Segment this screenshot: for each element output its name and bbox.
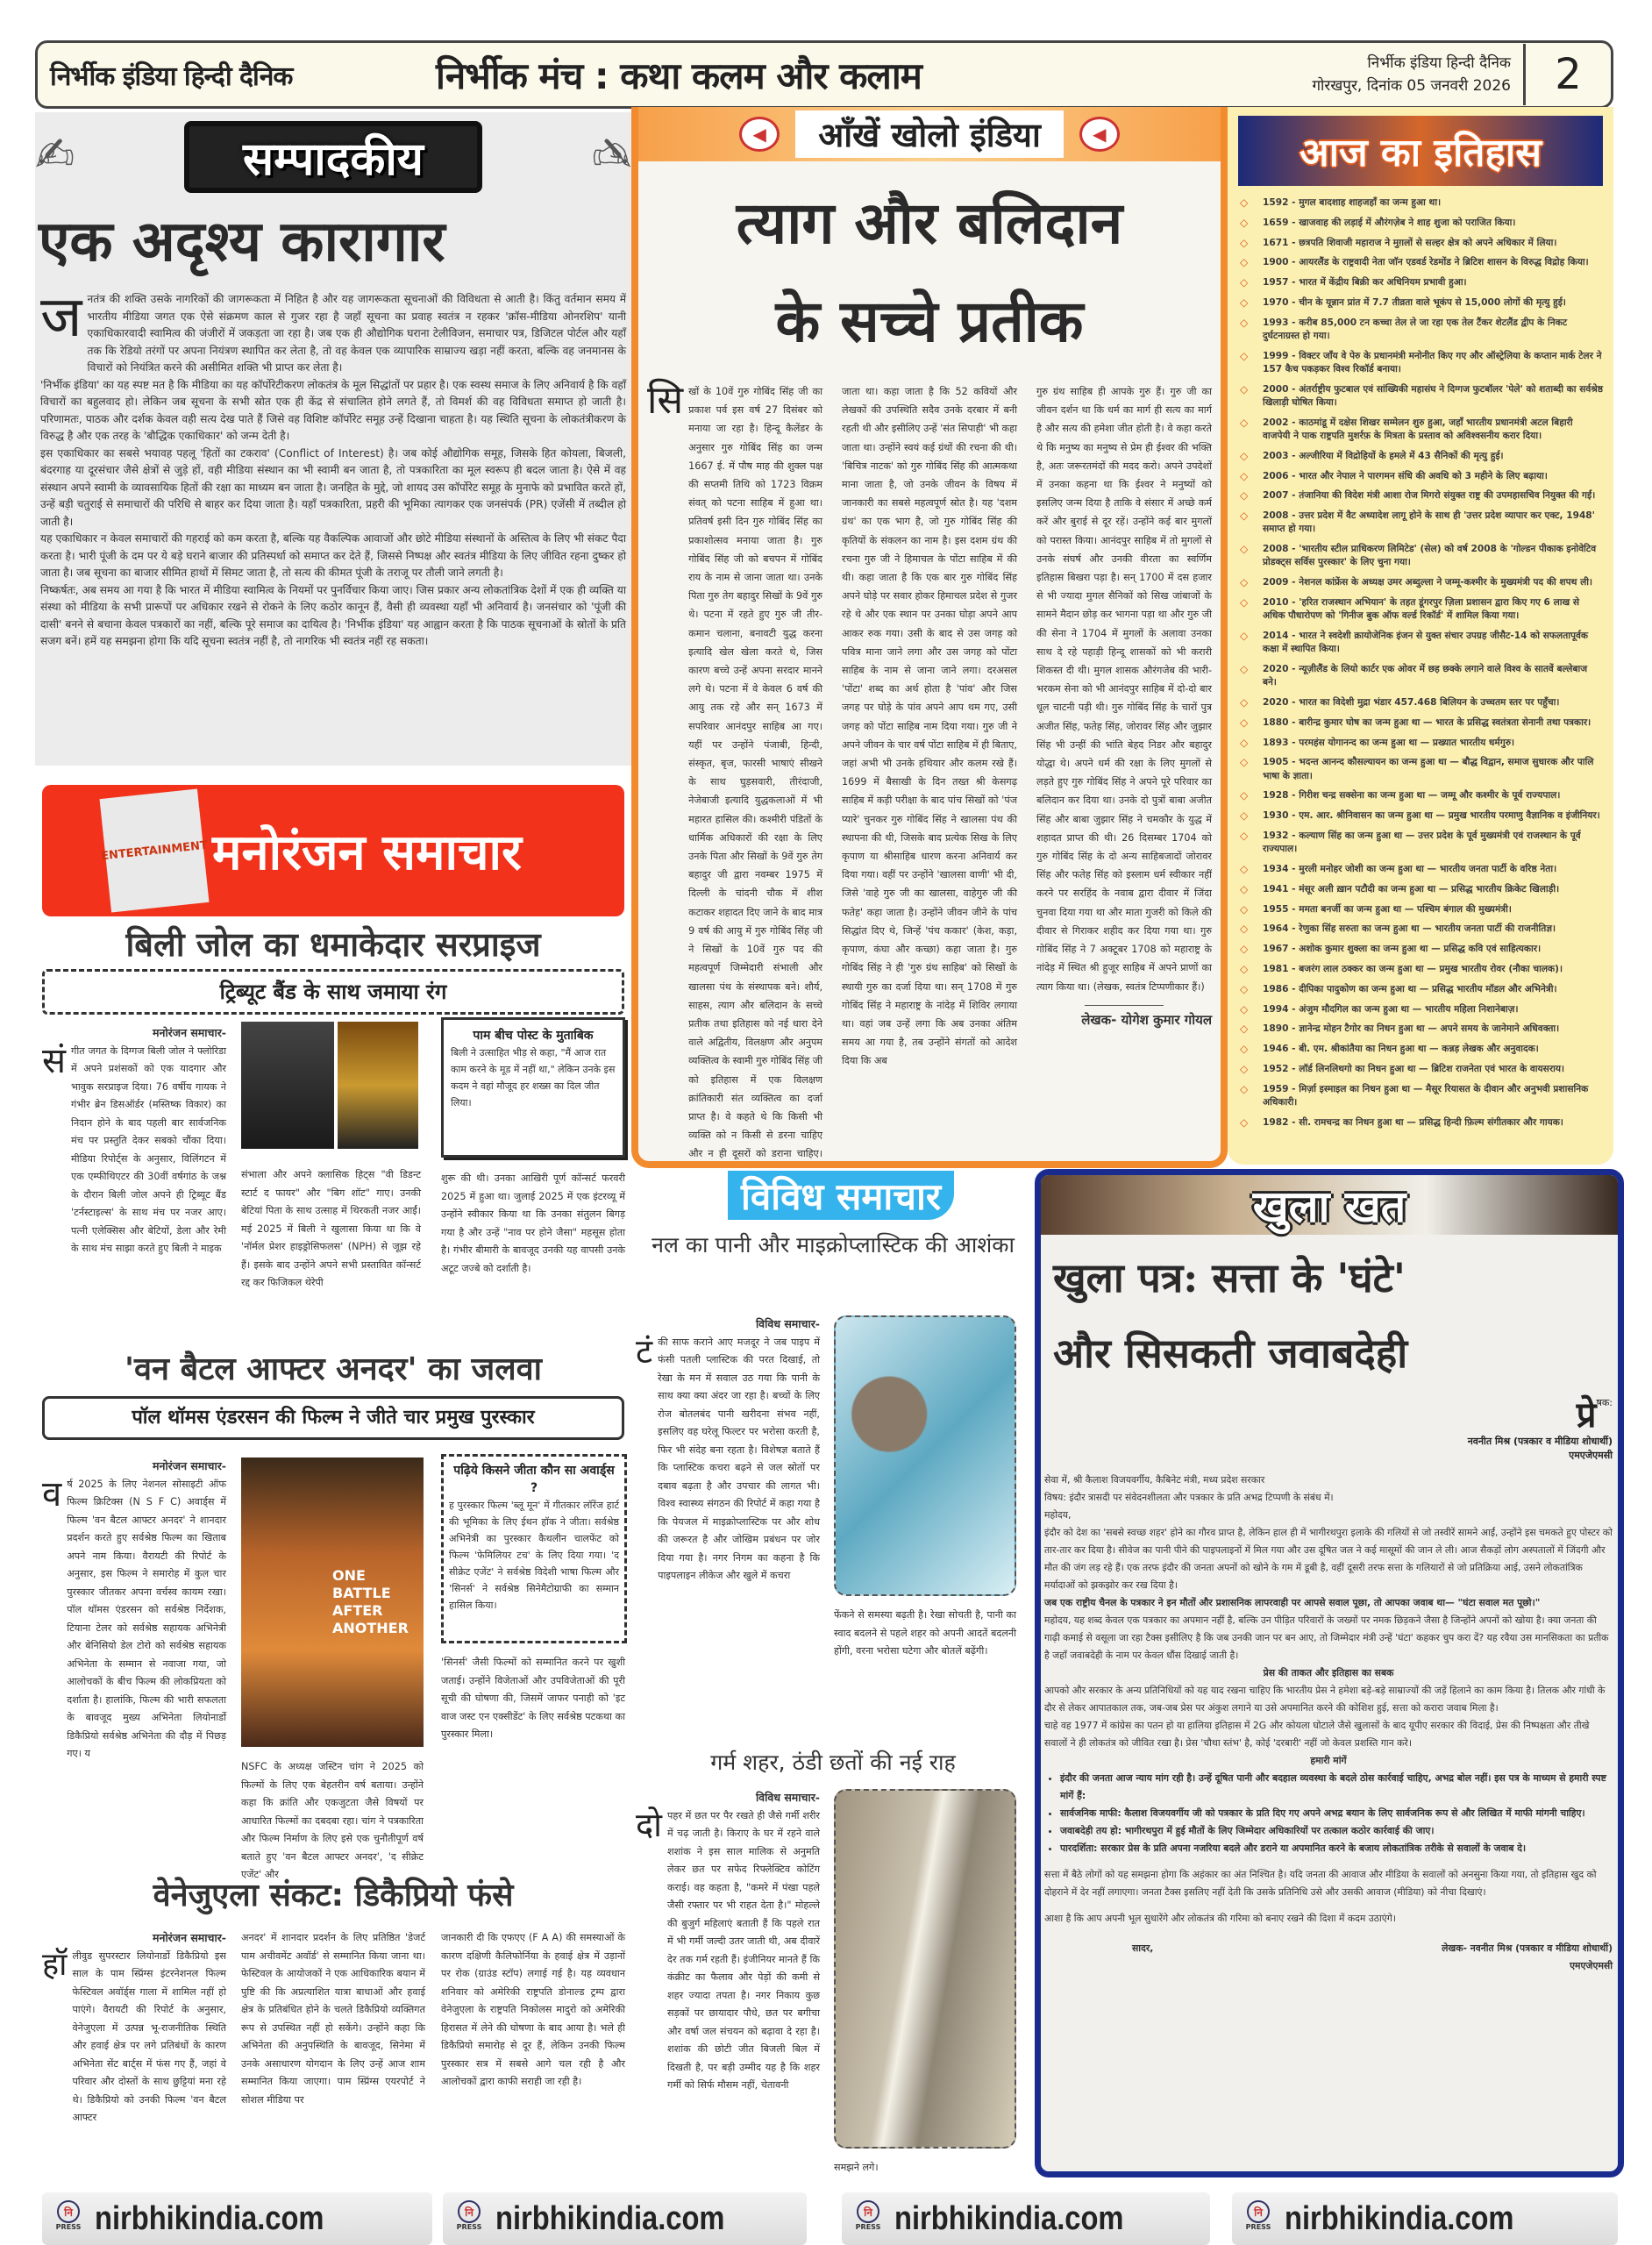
sender-org: एमएजेएमसी bbox=[1569, 1450, 1613, 1461]
history-text: 1928 - गिरीश चन्द्र सक्सेना का जन्म हुआ था — जम्मू और कश्मीर के पूर्व राज्यपाल। bbox=[1263, 790, 1561, 802]
history-text: 1890 - ज्ञानेन्द्र मोहन टैगोर का निधन हुआ था — अपने समय के जानेमाने अधिवक्ता। bbox=[1263, 1023, 1560, 1035]
website-link[interactable]: nirbhikindia.com bbox=[495, 2199, 725, 2237]
dropcap: सि bbox=[647, 378, 684, 423]
diamond-bullet-icon: ◇ bbox=[1240, 943, 1249, 956]
water-image bbox=[834, 1315, 1016, 1596]
diamond-bullet-icon: ◇ bbox=[1240, 902, 1249, 916]
billy-photo-1 bbox=[241, 1022, 334, 1149]
history-text: 2002 - काठमांडू में दक्षेस शिखर सम्मेलन शुरु हुआ, जहाँ भारतीय प्रधानमंत्री अटल बिहारी वाजपेयी ने पाक राष्ट्रपति मुशर्रफ़ के मित्रता के प्रस्ताव को अविश्वसनीय करार दिया। bbox=[1263, 417, 1573, 441]
khula-khat-section bbox=[1035, 1169, 1624, 2177]
website-link[interactable]: nirbhikindia.com bbox=[894, 2199, 1124, 2237]
writing-hand-icon: ✍ bbox=[35, 126, 75, 182]
logo-glyph: नि bbox=[57, 2200, 80, 2223]
diamond-bullet-icon: ◇ bbox=[1240, 695, 1249, 709]
history-item bbox=[1240, 383, 1603, 410]
history-item bbox=[1240, 963, 1603, 976]
history-item bbox=[1240, 489, 1603, 502]
sidebox-title: पढ़िये किसने जीता कौन सा अवार्ड्स ? bbox=[453, 1464, 615, 1495]
history-text: 2007 - तंजानिया की विदेश मंत्री आशा रोज मिगरो संयुक्त राष्ट्र की उपमहासचिव नियुक्त की गईं। bbox=[1263, 490, 1596, 502]
billy-subhead: ट्रिब्यूट बैंड के साथ जमाया रंग bbox=[42, 969, 624, 1015]
column-text: जाता था। कहा जाता है कि 52 कवियों और लेखकों की उपस्थिति सदैव उनके दरबार में बनी रहती थी और इसीलिए उन्हें 'संत सिपाही' भी कहा जाता था। उन्होंने स्वयं कई ग्रंथों की रचना की थी। 'बिचित्र नाटक' को गुरु गोबिंद सिंह की आत्मकथा माना जाता है, जो उनके जीवन के विषय में जानकारी का सबसे महत्वपूर्ण स्रोत है। यह 'दशम ग्रंथ' का एक भाग है, जो गुरु गोबिंद सिंह की कृतियों के संकलन का नाम है। इस दशम ग्रंथ की रचना गुरु जी ने हिमाचल के पोंटा साहिब में की थी। कहा जाता है कि एक बार गुरु गोबिंद सिंह अपने घोड़े पर सवार होकर हिमाचल प्रदेश से गुजर रहे थे और एक स्थान पर उनका घोड़ा अपने आप आकर रुक गया। उसी के बाद से उस जगह को पवित्र माना जाने लगा और उस जगह को पोंटा साहिब के नाम से जाना जाने लगा। दरअसल 'पोंटा' शब्द का अर्थ होता है 'पांव' और जिस जगह पर घोड़े के पांव अपने आप थम गए, उसी जगह को पोंटा साहिब नाम दिया गया। गुरु जी ने अपने जीवन के चार वर्ष पोंटा साहिब में ही बिताए, जहां अभी भी उनके हथियार और कलम रखे हैं। 1699 में बैसाखी के दिन तख्त श्री केसगढ़ साहिब में कड़ी परीक्षा के बाद पांच सिखों को 'पंज प्यारे' चुनकर गुरु गोबिंद सिंह ने खालसा पंथ की स्थापना की थी, जिसके बाद प्रत्येक सिख के लिए कृपाण या श्रीसाहिब धारण करना अनिवार्य कर दिया गया। वहीं पर उन्होंने 'खालसा वाणी' भी दी, जिसे 'वाहे गुरु जी का खालसा, वाहेगुरु जी की फतेह' कहा जाता है। उन्होंने जीवन जीने के पांच सिद्धांत दिए थे, जिन्हें 'पंच ककार' (केश, कड़ा, कृपाण, कंघा और कच्छा) कहा जाता है। गुरु गोबिंद सिंह ने ही 'गुरु ग्रंथ साहिब' को सिखों के स्थायी गुरु का दर्जा दिया था। सन् 1708 में गुरु गोबिंद सिंह ने महाराष्ट्र के नांदेड़ में शिविर लगाया था। वहां जब उन्हें लगा कि अब उनका अंतिम समय आ गया है, तब उन्होंने संगतों को आदेश दिया कि अब bbox=[842, 386, 1017, 1067]
editorial-body bbox=[35, 284, 631, 651]
roof-body-2: समझने लगे। bbox=[834, 2162, 879, 2173]
aankhen-banner bbox=[638, 107, 1221, 161]
diamond-bullet-icon: ◇ bbox=[1240, 923, 1249, 936]
diamond-bullet-icon: ◇ bbox=[1240, 236, 1249, 249]
footer-strip bbox=[42, 2192, 432, 2245]
history-item bbox=[1240, 883, 1603, 896]
history-item bbox=[1240, 276, 1603, 289]
history-section bbox=[1228, 107, 1613, 1165]
website-link[interactable]: nirbhikindia.com bbox=[1285, 2199, 1514, 2237]
diamond-bullet-icon: ◇ bbox=[1240, 316, 1249, 329]
diamond-bullet-icon: ◇ bbox=[1240, 1115, 1249, 1129]
paragraph: निष्कर्षतः, अब समय आ गया है कि भारत में मीडिया स्वामित्व के नियमों पर पुनर्विचार किया जाए। जिस प्रकार अन्य लोकतांत्रिक देशों में एक ही व्यक्ति या संस्था को मीडिया के सभी प्रारूपों पर अधिकार रखने से रोकने के लिए कठोर कानून हैं, वैसी ही व्यवस्था यहाँ भी अनिवार्य है। जनसंचार को 'पूंजी की दासी' बनने से बचाना केवल पत्रकारों का नहीं, बल्कि पूरे समाज का दायित्व है। 'निर्भीक इंडिया' यह आह्वान करता है कि पाठक सूचनाओं के स्रोतों के प्रति सजग बनें। हमें यह समझना होगा कि यदि सूचना स्वतंत्र नहीं है, तो नागरिक भी स्वतंत्र नहीं रह सकता। bbox=[40, 583, 626, 647]
demand-item: • इंदौर की जनता आज न्याय मांग रही है। उन्हें दूषित पानी और बदहाल व्यवस्था के बदले ठोस कार्रवाई चाहिए, अभद्र बोल नहीं। इस पत्र के माध्यम से हमारी स्पष्ट मांगें हैं: bbox=[1060, 1770, 1613, 1805]
press-logo-icon bbox=[854, 2200, 882, 2237]
history-item bbox=[1240, 756, 1603, 782]
masthead-title: निर्भीक मंच : कथा कलम और कलाम bbox=[436, 53, 922, 97]
masthead bbox=[35, 40, 1613, 109]
entertainment-title: मनोरंजन समाचार bbox=[212, 824, 522, 881]
letter-headline-2: और सिसकती जवाबदेही bbox=[1053, 1329, 1408, 1377]
aankhen-headline-1: त्याग और बलिदान bbox=[736, 189, 1123, 257]
diamond-bullet-icon: ◇ bbox=[1240, 543, 1249, 556]
billy-col2: संभाला और अपने क्लासिक हिट्स "वी डिडन्ट स्टार्ट द फायर" और "बिग शॉट" गाए। उनकी बेटियां पिता के साथ उत्साह में थिरकती नजर आईं। मई 2025 में बिली ने खुलासा किया था कि वे 'नॉर्मल प्रेशर हाइड्रोसिफलस' (NPH) से जूझ रहे हैं। इसके बाद उन्होंने अपने सभी प्रस्तावित कॉन्सर्ट रद्द कर फिजिकल थेरेपी bbox=[241, 1169, 421, 1288]
movie-poster bbox=[241, 1457, 424, 1747]
obaa-col3: 'सिनर्स' जैसी फिल्मों को सम्मानित करने पर खुशी जताई। उन्होंने विजेताओं और उपविजेताओं की पूरी सूची की घोषणा की, जिसमें जाफर पनाही को 'इट वाज जस्ट एन एक्सीडेंट' के लिए सर्वश्रेष्ठ पटकथा का पुरस्कार मिला। bbox=[441, 1657, 625, 1740]
dropcap: टं bbox=[636, 1331, 653, 1371]
history-text: 1930 - एम. आर. श्रीनिवासन का जन्म हुआ था — प्रमुख भारतीय परमाणु वैज्ञानिक व इंजीनियर। bbox=[1263, 810, 1600, 822]
history-list bbox=[1228, 186, 1613, 1130]
masthead-paper: निर्भीक इंडिया हिन्दी दैनिक bbox=[1367, 54, 1511, 72]
diamond-bullet-icon: ◇ bbox=[1240, 276, 1249, 289]
history-item bbox=[1240, 1003, 1603, 1016]
aankhen-kholo-section bbox=[631, 107, 1228, 1168]
history-item bbox=[1240, 237, 1603, 250]
history-text: 1592 - मुगल बादशाह शाहजहाँ का जन्म हुआ था। bbox=[1263, 197, 1442, 208]
diamond-bullet-icon: ◇ bbox=[1240, 510, 1249, 523]
history-text: 2020 - भारत का विदेशी मुद्रा भंडार 457.468 बिलियन के उच्चतम स्तर पर पहुँचा। bbox=[1263, 696, 1560, 708]
column-text: की साफ कराने आए मजदूर ने जब पाइप में फंसी पतली प्लास्टिक की परत दिखाई, तो रेखा के मन में सवाल उठ गया कि पानी के साथ क्या क्या अंदर जा रहा है। बच्चों के लिए रोज बोतलबंद पानी खरीदना संभव नहीं, इसलिए वह घरेलू फिल्टर पर भरोसा करती है, फिर भी संदेह बना रहता है। विशेषज्ञ बताते हैं कि प्लास्टिक कचरा बढ़ने से जल स्रोतों पर दबाव बढ़ता है और उपचार की लागत भी। विश्व स्वास्थ्य संगठन की रिपोर्ट में कहा गया है कि पेयजल में माइक्रोप्लास्टिक पर और शोध की जरूरत है और जोखिम प्रबंधन पर जोर दिया गया है। नगर निगम का कहना है कि पाइपलाइन लीकेज और खुले में कचरा bbox=[658, 1336, 820, 1581]
history-item bbox=[1240, 1083, 1603, 1109]
history-text: 1967 - अशोक कुमार शुक्ला का जन्म हुआ था — प्रसिद्ध कवि एवं साहित्यकार। bbox=[1263, 944, 1542, 955]
press-logo-icon bbox=[455, 2200, 483, 2237]
aankhen-body bbox=[638, 378, 1221, 1168]
diamond-bullet-icon: ◇ bbox=[1240, 736, 1249, 749]
history-item bbox=[1240, 1043, 1603, 1056]
column-text: गुरु ग्रंथ साहिब ही आपके गुरु हैं। गुरु जी का जीवन दर्शन था कि धर्म का मार्ग ही सत्य का मार्ग है और सत्य की हमेशा जीत होती है। वे कहा करते थे कि मनुष्य का मनुष्य से प्रेम ही ईश्वर की भक्ति है, अतः जरूरतमंदों की मदद करो। अपने उपदेशों में उनका कहना था कि ईश्वर ने मनुष्यों को इसलिए जन्म दिया है ताकि वे संसार में अच्छे कर्म करें और बुराई से दूर रहें। उन्होंने कई बार मुगलों को परास्त किया। आनंदपुर साहिब में तो मुगलों से उनके संघर्ष और उनकी वीरता का स्वर्णिम इतिहास बिखरा पड़ा है। सन् 1700 में दस हजार से भी ज्यादा मुगल सैनिकों को सिख जांबाजों के सामने मैदान छोड़ कर भागना पड़ा था और गुरु जी की सेना ने 1704 में मुगलों के अलावा उनका साथ दे रहे पहाड़ी हिन्दू शासकों को भी करारी शिकस्त दी थी। मुगल शासक औरंगजेब की भारी-भरकम सेना को भी आनंदपुर साहिब में दो-दो बार धूल चाटनी पड़ी थी। गुरु गोबिंद सिंह के चारों पुत्र अजीत सिंह, फतेह सिंह, जोरावर सिंह और जुझार सिंह भी उन्हीं की भांति बेहद निडर और बहादुर योद्धा थे। अपने धर्म की रक्षा के लिए मुगलों से लड़ते हुए गुरु गोबिंद सिंह ने अपने पूरे परिवार का बलिदान कर दिया था। उनके दो पुत्रों बाबा अजीत सिंह और बाबा जुझार सिंह ने चमकौर के युद्ध में शहादत प्राप्त की थी। 26 दिसम्बर 1704 को गुरु गोबिंद सिंह के दो अन्य साहिबजादों जोरावर सिंह और फतेह सिंह को इस्लाम धर्म स्वीकार नहीं करने पर सरहिंद के नवाब द्वारा दीवार में जिंदा चुनवा दिया गया था और माता गुजरी को किले की दीवार से गिराकर शहीद कर दिया गया था। गुरु गोबिंद सिंह ने 7 अक्टूबर 1708 को महाराष्ट्र के नांदेड़ में स्थित श्री हुजूर साहिब में अपने प्राणों का त्याग किया था। (लेखक, स्वतंत्र टिप्पणीकार हैं।) bbox=[1036, 386, 1212, 993]
history-item bbox=[1240, 256, 1603, 269]
venezuela-headline: वेनेजुएला संकट: डिकैप्रियो फंसे bbox=[153, 1878, 514, 1914]
megaphone-icon: ◀ bbox=[1079, 117, 1120, 152]
diamond-bullet-icon: ◇ bbox=[1240, 382, 1249, 396]
website-link[interactable]: nirbhikindia.com bbox=[95, 2199, 324, 2237]
sidebox-text: ह पुरस्कार फिल्म 'ब्लू मून' में गीतकार लॉरेंज हार्ट की भूमिका के लिए ईथन हॉक ने जीता। सर्वश्रेष्ठ अभिनेत्री का पुरस्कार कैथलीन चालफेंट को फिल्म 'फेमिलियर टच' के लिए दिया गया। 'द सीक्रेट एजेंट' ने सर्वश्रेष्ठ विदेशी भाषा फिल्म और 'सिनर्स' ने सर्वश्रेष्ठ सिनेमैटोग्राफी का सम्मान हासिल किया। bbox=[449, 1500, 619, 1611]
column-text: खों के 10वें गुरु गोबिंद सिंह जी का प्रकाश पर्व इस वर्ष 27 दिसंबर को मनाया जा रहा है। हिन्दू कैलेंडर के अनुसार गुरु गोबिंद सिंह का जन्म 1667 ई. में पौष माह की शुक्ल पक्ष की सप्तमी तिथि को 1723 विक्रम संवत् को पटना साहिब में हुआ था। प्रतिवर्ष इसी दिन गुरु गोबिंद सिंह का प्रकाशोत्सव मनाया जाता है। गुरु गोबिंद सिंह जी को बचपन में गोबिंद राय के नाम से जाना जाता था। उनके पिता गुरु तेग बहादुर सिखों के 9वें गुरु थे। पटना में रहते हुए गुरु जी तीर-कमान चलाना, बनावटी युद्ध करना इत्यादि खेल खेला करते थे, जिस कारण बच्चे उन्हें अपना सरदार मानने लगे थे। पटना में वे केवल 6 वर्ष की आयु तक रहे और सन् 1673 में सपरिवार आनंदपुर साहिब आ गए। यहीं पर उन्होंने पंजाबी, हिन्दी, संस्कृत, बृज, फारसी भाषाएं सीखने के साथ घुड़सवारी, तीरंदाजी, नेजेबाजी इत्यादि युद्धकलाओं में भी महारत हासिल की। कश्मीरी पंडितों के धार्मिक अधिकारों की रक्षा के लिए उनके पिता और सिखों के 9वें गुरु तेग बहादुर जी द्वारा नवम्बर 1975 में दिल्ली के चांदनी चौक में शीश कटाकर शहादत दिए जाने के बाद मात्र 9 वर्ष की आयु में गुरु गोबिंद सिंह जी ने सिखों के 10वें गुरु पद की महत्वपूर्ण जिम्मेदारी संभाली और खालसा पंथ के संस्थापक बने। शौर्य, साहस, त्याग और बलिदान के सच्चे प्रतीक तथा इतिहास को नई धारा देने वाले अद्वितीय, विलक्षण और अनुपम व्यक्तित्व के स्वामी गुरु गोबिंद सिंह जी को इतिहास में एक विलक्षण क्रांतिकारी संत व्यक्तित्व का दर्जा प्राप्त है। वे कहते थे कि किसी भी व्यक्ति को न किसी से डरना चाहिए और न ही दूसरों को डराना चाहिए। bbox=[688, 386, 822, 1160]
history-text: 1880 - बारीन्द्र कुमार घोष का जन्म हुआ था — भारत के प्रसिद्ध स्वतंत्रता सेनानी तथा पत्रकार। bbox=[1263, 716, 1591, 728]
history-text: 1946 - बी. एम. श्रीकांतैया का निधन हुआ था — कन्नड़ लेखक और अनुवादक। bbox=[1263, 1044, 1539, 1055]
history-item bbox=[1240, 830, 1603, 856]
aankhen-headline-2: के सच्चे प्रतीक bbox=[775, 287, 1084, 355]
history-text: 1952 - लॉर्ड लिनलिथगो का निधन हुआ था — ब्रिटिश राजनेता एवं भारत के वायसराय। bbox=[1263, 1063, 1565, 1074]
history-item bbox=[1240, 296, 1603, 310]
letter-headline-1: खुला पत्र: सत्ता के 'घंटे' bbox=[1053, 1254, 1406, 1301]
history-text: 2000 - अंतर्राष्ट्रीय फुटबाल एवं सांख्यिकी महासंघ ने दिग्गज फुटबॉलर 'पेले' को शताब्दी का सर्वश्रेष्ठ खिलाड़ी घोषित किया। bbox=[1263, 383, 1604, 408]
logo-label: PRESS bbox=[1245, 2223, 1271, 2231]
sender-label: षक: bbox=[1596, 1397, 1613, 1408]
letter-subheading: हमारी मांगें bbox=[1310, 1755, 1347, 1766]
logo-glyph: नि bbox=[857, 2200, 879, 2223]
history-item bbox=[1240, 983, 1603, 996]
history-text: 1957 - भारत में केंद्रीय बिक्री कर अधिनियम प्रभावी हुआ। bbox=[1263, 277, 1467, 289]
sender-block bbox=[1041, 1396, 1618, 1463]
demand-item: • जवाबदेही तय हो: भागीरथपुरा में हुई मौतों के लिए जिम्मेदार अधिकारियों पर तत्काल कठोर कार्रवाई की जाए। bbox=[1060, 1822, 1613, 1840]
roof-image bbox=[834, 1789, 1016, 2149]
sender-name: नवनीत मिश्र (पत्रकार व मीडिया शोधार्थी) bbox=[1467, 1436, 1613, 1447]
dropcap: दो bbox=[636, 1805, 663, 1844]
history-text: 1970 - चीन के यून्नान प्रांत में 7.7 तीव्रता वाले भूकंप से 15,000 लोगों की मृत्यु हुई। bbox=[1263, 296, 1566, 308]
history-text: 1955 - ममता बनर्जी का जन्म हुआ था — पश्चिम बंगाल की मुख्यमंत्री। bbox=[1263, 903, 1512, 915]
letter-to: सेवा में, श्री कैलाश विजयवर्गीय, कैबिनेट मंत्री, मध्य प्रदेश सरकार bbox=[1044, 1474, 1265, 1486]
diamond-bullet-icon: ◇ bbox=[1240, 469, 1249, 482]
history-text: 1893 - परमहंस योगानन्द का जन्म हुआ था — प्रख्यात भारतीय धर्मगुरु। bbox=[1263, 737, 1515, 748]
roof-body bbox=[636, 1789, 820, 2095]
column-text: र्ष 2025 के लिए नेशनल सोसाइटी ऑफ फिल्म क्रिटिक्स (N S F C) अवार्ड्स में फिल्म 'वन बैटल आफ्टर अनदर' ने शानदार प्रदर्शन करते हुए सर्वश्रेष्ठ फिल्म का खिताब अपने नाम किया। वैरायटी की रिपोर्ट के अनुसार, इस फिल्म ने समारोह में कुल चार पुरस्कार जीतकर अपना वर्चस्व कायम रखा। पॉल थॉमस एंडरसन को सर्वश्रेष्ठ निर्देशक, टियाना टेलर को सर्वश्रेष्ठ सहायक अभिनेत्री और बेनिसियो डेल टोरो को सर्वश्रेष्ठ सहायक अभिनेता के सम्मान से नवाजा गया, जो आलोचकों के बीच फिल्म की लोकप्रियता को दर्शाता है। हालांकि, फिल्म की भारी सफलता के बावजूद मुख्य अभिनेता लियोनार्डो डिकैप्रियो सर्वश्रेष्ठ अभिनेता की दौड़ में पिछड़ गए। य bbox=[67, 1478, 226, 1759]
dropcap: हॉ bbox=[42, 1946, 68, 1983]
logo-label: PRESS bbox=[855, 2223, 881, 2231]
history-text: 1981 - बजरंग लाल ठक्कर का जन्म हुआ था — प्रमुख भारतीय रोवर (नौका चालक)। bbox=[1263, 963, 1563, 974]
letter-salutation: महोदय, bbox=[1044, 1509, 1072, 1521]
history-banner: आज का इतिहास bbox=[1238, 116, 1603, 186]
history-text: 1900 - आयरलैंड के राष्ट्रवादी नेता जाॅन एडवर्ड रेडमोंड ने ब्रिटिश शासन के विरुद्ध विद्रोह किया। bbox=[1263, 257, 1589, 268]
history-item bbox=[1240, 196, 1603, 210]
dateline: मनोरंजन समाचार- bbox=[153, 1026, 226, 1039]
roof-headline: गर्म शहर, ठंडी छतों की नई राह bbox=[710, 1750, 956, 1775]
paragraph: आपको और सरकार के अन्य प्रतिनिधियों को यह याद रखना चाहिए कि भारतीय प्रेस ने हमेशा बड़े-बड़े साम्राज्यों की जड़ें हिलाने का काम किया है। तिलक और गांधी के दौर से लेकर आपातकाल तक, जब-जब प्रेस पर अंकुश लगाने या उसे अपमानित करने की कोशिश हुई, सत्ता को करारा जवाब मिला है। bbox=[1044, 1685, 1606, 1714]
history-item bbox=[1240, 350, 1603, 376]
history-item bbox=[1240, 696, 1603, 709]
billy-col3: शुरू की थी। उनका आखिरी पूर्ण कॉन्सर्ट फरवरी 2025 में हुआ था। जुलाई 2025 में एक इंटरव्यू में उन्होंने स्वीकार किया था कि उनका संतुलन बिगड़ गया है और उन्हें "नाव पर होने जैसा" महसूस होता है। गंभीर बीमारी के बावजूद उनकी यह वापसी उनके अटूट जज्बे को दर्शाती है। bbox=[441, 1172, 625, 1274]
sidebox-text: बिली ने उत्साहित भीड़ से कहा, "मैं आज रात काम करने के मूड में नहीं था," लेकिन उनके इस कदम ने वहां मौजूद हर शख्स का दिल जीत लिया। bbox=[451, 1047, 616, 1108]
history-item bbox=[1240, 450, 1603, 463]
history-item bbox=[1240, 630, 1603, 656]
signature: लेखक- नवनीत मिश्र (पत्रकार व मीडिया शोधार्थी) bbox=[1442, 1942, 1613, 1954]
history-text: 1964 - रेणुका सिंह सरुता का जन्म हुआ था — भारतीय जनता पार्टी की राजनीतिज्ञ। bbox=[1263, 923, 1556, 935]
history-item bbox=[1240, 1063, 1603, 1076]
history-item bbox=[1240, 317, 1603, 343]
history-item bbox=[1240, 543, 1603, 569]
dropcap: व bbox=[42, 1473, 62, 1514]
logo-label: PRESS bbox=[456, 2223, 482, 2231]
water-body-2: फेंकने से समस्या बढ़ती है। रेखा सोचती है, पानी का स्वाद बदलने से पहले शहर को अपनी आदतें बदलनी होंगी, वरना भरोसा घटेगा और बोतलें बढ़ेंगी। bbox=[834, 1609, 1016, 1657]
history-text: 1905 - भदन्त आनन्द कौसल्यायन का जन्म हुआ था — बौद्ध विद्वान, समाज सुधारक और पालि भाषा के ज्ञाता। bbox=[1263, 757, 1594, 781]
history-text: 2003 - अल्जीरिया में विद्रोहियों के हमले में 43 सैनिकों की मृत्यु हुई। bbox=[1263, 450, 1504, 461]
diamond-bullet-icon: ◇ bbox=[1240, 449, 1249, 462]
obaa-subhead: पॉल थॉमस एंडरसन की फिल्म ने जीते चार प्रमुख पुरस्कार bbox=[42, 1396, 624, 1440]
aankhen-title: आँखें खोलो इंडिया bbox=[795, 110, 1064, 158]
history-item bbox=[1240, 863, 1603, 876]
letter-subject: विषय: इंदौर त्रासदी पर संवेदनशीलता और पत्रकार के प्रति अभद्र टिप्पणी के संबंध में। bbox=[1044, 1492, 1334, 1503]
diamond-bullet-icon: ◇ bbox=[1240, 256, 1249, 269]
dateline: मनोरंजन समाचार- bbox=[153, 1459, 226, 1472]
diamond-bullet-icon: ◇ bbox=[1240, 962, 1249, 975]
paragraph: महोदय, यह शब्द केवल एक पत्रकार का अपमान नहीं है, बल्कि उन पीड़ित परिवारों के जख्मों पर नमक छिड़कने जैसा है जिन्होंने अपनों को खोया है। क्या जनता की गाढ़ी कमाई से वसूला जा रहा टैक्स इसीलिए है कि जब उनकी जान पर बन आए, तो जिम्मेदार मंत्री उन्हें 'घंटा' कहकर चुप करा दें? यह रवैया उस मानसिकता का प्रतीक है जहाँ जवाबदेही के नाम पर केवल धौंस दिखाई जाती है। bbox=[1044, 1614, 1609, 1661]
column-text: लीवुड सुपरस्टार लियोनार्डो डिकैप्रियो इस साल के पाम स्प्रिंग्स इंटरनेशनल फिल्म फेस्टिवल अवॉर्ड्स गाला में शामिल नहीं हो पाएंगे। वैरायटी की रिपोर्ट के अनुसार, वेनेजुएला में उत्पन्न भू-राजनीतिक स्थिति और हवाई क्षेत्र पर लगे प्रतिबंधों के कारण अभिनेता सेंट बार्ट्स में फंस गए हैं, जहां वे परिवार और दोस्तों के साथ छुट्टियां मना रहे थे। डिकैप्रियो को उनकी फिल्म 'वन बैटल आफ्टर bbox=[72, 1949, 226, 2123]
letter-subheading: प्रेस की ताकत और इतिहास का सबक bbox=[1263, 1667, 1394, 1678]
history-text: 1993 - करीब 85,000 टन कच्चा तेल ले जा रहा एक तेल टैंकर शेटलैंड द्वीप के निकट दुर्घटनाग्रस्त हो गया। bbox=[1263, 317, 1568, 341]
history-item bbox=[1240, 1023, 1603, 1036]
history-text: 1986 - दीपिका पादुकोण का जन्म हुआ था — प्रसिद्ध भारतीय मॉडल और अभिनेत्री। bbox=[1263, 983, 1557, 994]
history-text: 2014 - भारत ने स्वदेशी क्रायोजेनिक इंजन से युक्त संचार उपग्रह जीसैट-14 को सफलतापूर्वक कक्षा में स्थापित किया। bbox=[1263, 630, 1589, 655]
diamond-bullet-icon: ◇ bbox=[1240, 296, 1249, 309]
demand-item: • सार्वजनिक माफी: कैलाश विजयवर्गीय जी को पत्रकार के प्रति दिए गए अपने अभद्र बयान के लिए सार्वजनिक रूप से और लिखित में माफी मांगनी चाहिए। bbox=[1060, 1805, 1613, 1822]
diamond-bullet-icon: ◇ bbox=[1240, 1062, 1249, 1075]
history-item bbox=[1240, 737, 1603, 750]
entertainment-banner bbox=[42, 785, 624, 916]
dateline: मनोरंजन समाचार- bbox=[153, 1931, 226, 1944]
diamond-bullet-icon: ◇ bbox=[1240, 789, 1249, 802]
venezuela-col1 bbox=[42, 1929, 226, 2127]
column-text: गीत जगत के दिग्गज बिली जोल ने फ्लोरिडा में अपने प्रशंसकों को एक यादगार और भावुक सरप्राइज दिया। 76 वर्षीय गायक ने गंभीर ब्रेन डिसऑर्डर (मस्तिष्क विकार) का निदान होने के बाद पहली बार सार्वजनिक मंच पर प्रस्तुति देकर सबको चौंका दिया। मीडिया रिपोर्ट्स के अनुसार, विलिंगटन में एक एम्फीथिएटर की 30वीं वर्षगांठ के जश्न के दौरान बिली जोल अपने ही ट्रिब्यूट बैंड 'टर्नस्टाइल्स' के साथ मंच पर नजर आए। पत्नी एलेक्सिस और बेटियों, डेला और रेमी के साथ मंच साझा करते हुए बिली ने माइक bbox=[71, 1044, 226, 1254]
history-text: 1982 - सी. रामचन्द्र का निधन हुआ था — प्रसिद्ध हिन्दी फ़िल्म संगीतकार और गायक। bbox=[1263, 1116, 1563, 1128]
history-item bbox=[1240, 576, 1603, 589]
obaa-col2: NSFC के अध्यक्ष जस्टिन चांग ने 2025 को फिल्मों के लिए एक बेहतरीन वर्ष बताया। उन्होंने कहा कि क्रांति और एकजुटता जैसे विषयों पर आधारित फिल्मों का दबदबा रहा। चांग ने पत्रकारिता और फिल्म निर्माण के लिए इसे एक चुनौतीपूर्ण वर्ष बताते हुए 'वन बैटल आफ्टर अनदर', 'द सीक्रेट एजेंट' और bbox=[241, 1761, 424, 1880]
history-item bbox=[1240, 470, 1603, 483]
history-text: 2008 - 'भारतीय स्टील प्राधिकरण लिमिटेड' (सेल) को वर्ष 2008 के 'गोल्डन पीकाक इनोवेटिव प्रोडक्ट्स सर्विस पुरस्कार' के लिए चुना गया। bbox=[1263, 544, 1597, 568]
letter-sign bbox=[1044, 1940, 1613, 1975]
paragraph: इस एकाधिकार का सबसे भयावह पहलू 'हितों का टकराव' (Conflict of Interest) है। जब कोई औद्योगिक समूह, जिसके हित कोयला, बिजली, बंदरगाह या दूरसंचार जैसे क्षेत्रों से जुड़े हों, वही मीडिया संस्थान का भी स्वामी बन जाता है, तो पत्रकारिता का मूल स्वरूप ही बदल जाता है। ऐसे में वह संस्थान अपने स्वामी के व्यावसायिक हितों की रक्षा का माध्यम बन जाता है। जनहित के मुद्दे, जो शायद उस कॉर्पोरेट समूह के मुनाफे को प्रभावित करते हों, उन्हें बड़ी चतुराई से समाचारों की परिधि से बाहर कर दिया जाता है। यहाँ पत्रकारिता, प्रहरी की भूमिका त्यागकर एक जनसंपर्क (PR) एजेंसी में तब्दील हो जाती है। bbox=[40, 446, 626, 528]
footer-strip bbox=[1232, 2192, 1618, 2245]
obaa-col1 bbox=[42, 1457, 226, 1764]
history-item bbox=[1240, 903, 1603, 916]
paragraph: सत्ता में बैठे लोगों को यह समझना होगा कि अहंकार का अंत निश्चित है। यदि जनता की आवाज और मीडिया के सवालों को अनसुना किया गया, तो इतिहास खुद को दोहराने में देर नहीं लगाएगा। जनता टैक्स इसलिए नहीं देती कि उसके प्रतिनिधि उसे और उसकी आवाज (मीडिया) को नीचा दिखाएं। bbox=[1044, 1869, 1597, 1898]
paragraph: 'निर्भीक इंडिया' का यह स्पष्ट मत है कि मीडिया का यह कॉर्पोरेटीकरण लोकतंत्र के मूल सिद्धांतों पर प्रहार है। एक स्वस्थ समाज के लिए अनिवार्य है कि वहाँ विचारों का बहुलवाद हो। लेकिन जब सूचना के सभी स्रोत एक ही केंद्र से संचालित होने लगते हैं, तो विमर्श की वह विविधता समाप्त हो जाती है। परिणामतः, पाठक और दर्शक केवल वही सत्य देख पाते हैं जिसे वह विशिष्ट कॉर्पोरेट समूह उन्हें दिखाना चाहता है। यह स्थिति सूचना के लोकतंत्रीकरण के विरुद्ध है और एक तरह के 'बौद्धिक एकाधिकार' को जन्म देती है। bbox=[40, 378, 626, 442]
paragraph-bold: जब एक राष्ट्रीय चैनल के पत्रकार ने इन मौतों और प्रशासनिक लापरवाही पर आपसे सवाल पूछा, तो आपका जवाब था— "घंटा सवाल मत पूछो।" bbox=[1044, 1597, 1541, 1608]
letter-body bbox=[1041, 1463, 1618, 1975]
history-item bbox=[1240, 789, 1603, 802]
venezuela-col2: अनदर' में शानदार प्रदर्शन के लिए प्रतिष्ठित 'डेजर्ट पाम अचीवमेंट अवॉर्ड' से सम्मानित किया जाना था। फेस्टिवल के आयोजकों ने एक आधिकारिक बयान में पुष्टि की कि अप्रत्याशित यात्रा बाधाओं और हवाई क्षेत्र के प्रतिबंधित होने के चलते डिकैप्रियो व्यक्तिगत रूप से उपस्थित नहीं हो सकेंगे। उन्होंने कहा कि अभिनेता की अनुपस्थिति के बावजूद, सिनेमा में उनके असाधारण योगदान के लिए उन्हें आज शाम सम्मानित किया जाएगा। पाम स्प्रिंग्स एयरपोर्ट ने सोशल मीडिया पर bbox=[241, 1932, 425, 2106]
history-item bbox=[1240, 1116, 1603, 1130]
history-text: 2008 - उत्तर प्रदेश में वैट अध्यादेश लागू होने के साथ ही 'उत्तर प्रदेश व्यापार कर एक्ट, 1948' समाप्त हो गया। bbox=[1263, 510, 1595, 535]
diamond-bullet-icon: ◇ bbox=[1240, 196, 1249, 209]
logo-label: PRESS bbox=[55, 2223, 82, 2231]
diamond-bullet-icon: ◇ bbox=[1240, 629, 1249, 642]
diamond-bullet-icon: ◇ bbox=[1240, 662, 1249, 675]
history-text: 1999 - विक्टर जाँय वे पेरु के प्रधानमंत्री मनोनीत किए गए और ऑस्ट्रेलिया के कप्तान मार्क टेलर ने 157 कैच पकड़कर विश्व रिकॉर्ड बनाया। bbox=[1263, 350, 1602, 374]
obaa-headline: 'वन बैटल आफ्टर अनदर' का जलवा bbox=[125, 1351, 542, 1387]
billy-headline: बिली जोल का धमाकेदार सरप्राइज bbox=[125, 925, 541, 964]
entertainment-logo: ENTERTAINMENT bbox=[100, 789, 210, 913]
paragraph: आशा है कि आप अपनी भूल सुधारेंगे और लोकतंत्र की गरिमा को बनाए रखने की दिशा में कदम उठाएंगे। bbox=[1044, 1913, 1396, 1924]
diamond-bullet-icon: ◇ bbox=[1240, 882, 1249, 895]
diamond-bullet-icon: ◇ bbox=[1240, 1043, 1249, 1056]
closing: सादर, bbox=[1132, 1942, 1154, 1954]
sidebox-title: पाम बीच पोस्ट के मुताबिक bbox=[473, 1029, 594, 1043]
footer-strip bbox=[842, 2192, 1210, 2245]
history-item bbox=[1240, 217, 1603, 230]
megaphone-icon: ◀ bbox=[739, 117, 780, 152]
editorial-headline: एक अदृश्य कारागार bbox=[39, 209, 445, 274]
diamond-bullet-icon: ◇ bbox=[1240, 595, 1249, 609]
writing-hand-icon: ✍ bbox=[591, 126, 631, 182]
diamond-bullet-icon: ◇ bbox=[1240, 829, 1249, 842]
history-item bbox=[1240, 716, 1603, 730]
dateline: विविध समाचार- bbox=[755, 1791, 820, 1804]
history-item bbox=[1240, 596, 1603, 623]
logo-glyph: नि bbox=[1247, 2200, 1270, 2223]
water-headline: नल का पानी और माइक्रोप्लास्टिक की आशंका bbox=[652, 1232, 1015, 1258]
billy-photo-2 bbox=[338, 1022, 418, 1149]
history-item bbox=[1240, 510, 1603, 536]
demand-item: • पारदर्शिता: सरकार प्रेस के प्रति अपना नजरिया बदले और डराने या अपमानित करने के बजाय लोकतांत्रिक तरीके से सवालों के जवाब दे। bbox=[1060, 1840, 1613, 1857]
masthead-left: निर्भीक इंडिया हिन्दी दैनिक bbox=[50, 61, 293, 92]
dropcap: सं bbox=[42, 1040, 67, 1081]
logo-glyph: नि bbox=[458, 2200, 481, 2223]
diamond-bullet-icon: ◇ bbox=[1240, 216, 1249, 229]
history-text: 1941 - मंसूर अली ख़ान पटौदी का जन्म हुआ था — प्रसिद्ध भारतीय क्रिकेट खिलाड़ी। bbox=[1263, 883, 1560, 894]
history-item bbox=[1240, 417, 1603, 443]
signature-org: एमएजेएमसी bbox=[1570, 1960, 1613, 1971]
editorial-banner: सम्पादकीय bbox=[184, 121, 482, 193]
paragraph: यह एकाधिकार न केवल समाचारों की गहराई को कम करता है, बल्कि यह वैकल्पिक आवाजों और छोटे मीडिया संस्थानों के अस्तित्व के लिए भी संकट पैदा करता है। भारी पूंजी के दम पर ये बड़े घराने बाजार की प्रतिस्पर्धा को समाप्त कर देते हैं, जिससे निष्पक्ष और स्वतंत्र मीडिया के लिए जीवित रहना दुष्कर हो जाता है। जब सूचना का बाजार सीमित हाथों में सिमट जाता है, तो सत्य की कीमत पूंजी के तराजू पर तौली जाने लगती है। bbox=[40, 532, 626, 579]
paragraph: चाहे वह 1977 में कांग्रेस का पतन हो या हालिया इतिहास में 2G और कोयला घोटाले जैसे खुलासों के बाद यूपीए सरकार की विदाई, प्रेस की निष्पक्षता और तीखे सवालों ने ही लोकतंत्र को जीवित रखा है। प्रेस 'चौथा स्तंभ' है, कोई 'दरबारी' नहीं जो केवल प्रशस्ति गान करे। bbox=[1044, 1720, 1590, 1749]
sender-cap: प्रे bbox=[1576, 1395, 1597, 1436]
diamond-bullet-icon: ◇ bbox=[1240, 756, 1249, 769]
paragraph: नतंत्र की शक्ति उसके नागरिकों की जागरूकता में निहित है और यह जागरूकता सूचनाओं की विविधता से आती है। किंतु वर्तमान समय में भारतीय मीडिया जगत एक ऐसे संक्रमण काल से गुजर रहा है जहाँ सूचना का प्रवाह स्वतंत्र न रहकर 'क्रॉस-मीडिया ओनरशिप' यानी एकाधिकारवादी स्वामित्व की जंजीरों में जकड़ता जा रहा है। जब एक ही औद्योगिक घराना टेलीविजन, समाचार पत्र, डिजिटल पोर्टल और यहाँ तक कि रेडियो तरंगों पर अपना नियंत्रण स्थापित कर लेता है, तो वह केवल एक व्यापारिक साम्राज्य खड़ा नहीं करता, बल्कि वह जनमानस के विचारों को नियंत्रित करने की असीमित शक्ति भी प्राप्त कर लेता है। bbox=[87, 293, 626, 374]
water-body bbox=[636, 1315, 820, 1586]
history-text: 1932 - कल्याण सिंह का जन्म हुआ था — उत्तर प्रदेश के पूर्व मुख्यमंत्री एवं राजस्थान के पूर्व राज्यपाल। bbox=[1263, 830, 1581, 855]
venezuela-col3: जानकारी दी कि एफएए (F A A) की समस्याओं के कारण दक्षिणी कैलिफोर्निया के हवाई क्षेत्र में उड़ानों पर रोक (ग्राउंड स्टॉप) लगाई गई है। यह व्यवधान शनिवार को अमेरिकी राष्ट्रपति डोनाल्ड ट्रम्प द्वारा वेनेजुएला के राष्ट्रपति निकोलस मादुरो को अमेरिकी हिरासत में लेने की घोषणा के बाद आया है। भले ही डिकैप्रियो समारोह से दूर हैं, लेकिन उनकी फिल्म पुरस्कार सत्र में सबसे आगे चल रही है और आलोचकों द्वारा काफी सराही जा रही है। bbox=[441, 1932, 625, 2087]
billy-col1 bbox=[42, 1024, 226, 1258]
billy-sidebox bbox=[441, 1017, 625, 1158]
diamond-bullet-icon: ◇ bbox=[1240, 1082, 1249, 1095]
history-text: 1959 - मिर्ज़ा इस्माइल का निधन हुआ था — मैसूर रियासत के दीवान और अनुभवी प्रशासनिक अधिकारी। bbox=[1263, 1083, 1589, 1108]
footer-strip bbox=[443, 2192, 807, 2245]
diamond-bullet-icon: ◇ bbox=[1240, 862, 1249, 875]
paragraph: इंदौर को देश का 'सबसे स्वच्छ शहर' होने का गौरव प्राप्त है, लेकिन हाल ही में भागीरथपुरा इलाके की गलियों से जो तस्वीरें सामने आईं, उन्होंने इस चमकते हुए पोस्टर को तार-तार कर दिया है। सीवेज का पानी पीने की पाइपलाइनों में मिल गया और उस दूषित जल ने कई मासूमों की जान ले ली। आज सैकड़ों लोग अस्पतालों में जिंदगी और मौत की जंग लड़ रहे हैं। एक तरफ इंदौर की जनता अपनों को खोने के गम में डूबी है, वहीं दूसरी तरफ सत्ता के गलियारों से जो प्रतिक्रिया आई, उसने लोकतांत्रिक मर्यादाओं को झकझोर कर रख दिया है। bbox=[1044, 1527, 1613, 1591]
masthead-date: गोरखपुर, दिनांक 05 जनवरी 2026 bbox=[1312, 77, 1511, 95]
obaa-sidebox bbox=[441, 1454, 627, 1643]
diamond-bullet-icon: ◇ bbox=[1240, 1002, 1249, 1016]
history-text: 2009 - नेशनल कांफ्रेंस के अध्यक्ष उमर अब्दुल्ला ने जम्मू-कश्मीर के मुख्यमंत्री पद की शपथ ली। bbox=[1263, 577, 1593, 588]
dropcap: ज bbox=[40, 285, 82, 350]
history-item bbox=[1240, 943, 1603, 956]
history-text: 2020 - न्यूज़ीलैंड के लियो कार्टर एक ओवर में छह छक्के लगाने वाले विश्व के सातवें बल्लेबाज बने। bbox=[1263, 663, 1588, 688]
divider bbox=[1085, 1005, 1164, 1006]
press-logo-icon bbox=[54, 2200, 82, 2237]
diamond-bullet-icon: ◇ bbox=[1240, 576, 1249, 589]
vividh-banner: विविध समाचार bbox=[728, 1171, 954, 1220]
khula-khat-banner: खुला खत bbox=[1041, 1175, 1618, 1235]
diamond-bullet-icon: ◇ bbox=[1240, 982, 1249, 995]
press-logo-icon bbox=[1244, 2200, 1272, 2237]
diamond-bullet-icon: ◇ bbox=[1240, 716, 1249, 729]
page-number: 2 bbox=[1523, 44, 1611, 105]
history-text: 2006 - भारत और नेपाल ने पारगमन संधि की अवधि को 3 महीने के लिए बढ़ाया। bbox=[1263, 470, 1548, 481]
demands-list bbox=[1044, 1770, 1613, 1857]
diamond-bullet-icon: ◇ bbox=[1240, 416, 1249, 429]
history-item bbox=[1240, 809, 1603, 823]
history-item bbox=[1240, 663, 1603, 689]
masthead-info bbox=[1312, 52, 1511, 97]
history-item bbox=[1240, 923, 1603, 936]
diamond-bullet-icon: ◇ bbox=[1240, 489, 1249, 502]
poster-title: ONE BATTLE AFTER ANOTHER bbox=[332, 1567, 409, 1636]
column-text: पहर में छत पर पैर रखते ही जैसे गर्मी शरीर में चढ़ जाती है। किराए के घर में रहने वाले शशांक ने इस साल मालिक से अनुमति लेकर छत पर सफेद रिफ्लेक्टिव कोटिंग कराई। वह कहता है, "कमरे में पंखा पहले जैसी रफ्तार पर भी राहत देता है।" मोहल्ले की बुजुर्ग महिलाएं बताती हैं कि पहले रात में भी गर्मी जल्दी उतर जाती थी, अब दीवारें देर तक गर्म रहती हैं। इंजीनियर मानते हैं कि कंक्रीट का फैलाव और पेड़ों की कमी से शहर ज्यादा तपता है। नगर निकाय कुछ सड़कों पर छायादार पौधे, छत पर बगीचा और वर्षा जल संचयन को बढ़ावा दे रहा है। शशांक की छोटी जीत बिजली बिल में दिखती है, पर बड़ी उम्मीद यह है कि शहर गर्मी को सिर्फ मौसम नहीं, चेतावनी bbox=[667, 1809, 820, 2091]
history-text: 1671 - छत्रपति शिवाजी महाराज ने मुग़लों से सल्हर क्षेत्र को अपने अधिकार में लिया। bbox=[1263, 237, 1557, 248]
history-text: 2010 - 'हरित राजस्थान अभियान' के तहत डूंगरपुर ज़िला प्रशासन द्वारा किए गए 6 लाख से अधिक पौधारोपण को 'गिनीज बुक ऑफ वर्ल्ड रिकॉर्ड' में शामिल किया गया। bbox=[1263, 596, 1580, 622]
byline: लेखक- योगेश कुमार गोयल bbox=[1081, 1011, 1212, 1028]
history-text: 1659 - खाजवाह की लड़ाई में औरंगज़ेब ने शाह शुजा को पराजित किया। bbox=[1263, 217, 1516, 228]
diamond-bullet-icon: ◇ bbox=[1240, 1023, 1249, 1036]
history-text: 1934 - मुरली मनोहर जोशी का जन्म हुआ था — भारतीय जनता पार्टी के वरिष्ठ नेता। bbox=[1263, 863, 1557, 874]
history-text: 1994 - अंजुम मौदगिल का जन्म हुआ था — भारतीय महिला निशानेबाज़। bbox=[1263, 1003, 1519, 1015]
editorial-section bbox=[35, 112, 631, 766]
diamond-bullet-icon: ◇ bbox=[1240, 349, 1249, 362]
dateline: विविध समाचार- bbox=[755, 1317, 820, 1330]
diamond-bullet-icon: ◇ bbox=[1240, 809, 1249, 823]
